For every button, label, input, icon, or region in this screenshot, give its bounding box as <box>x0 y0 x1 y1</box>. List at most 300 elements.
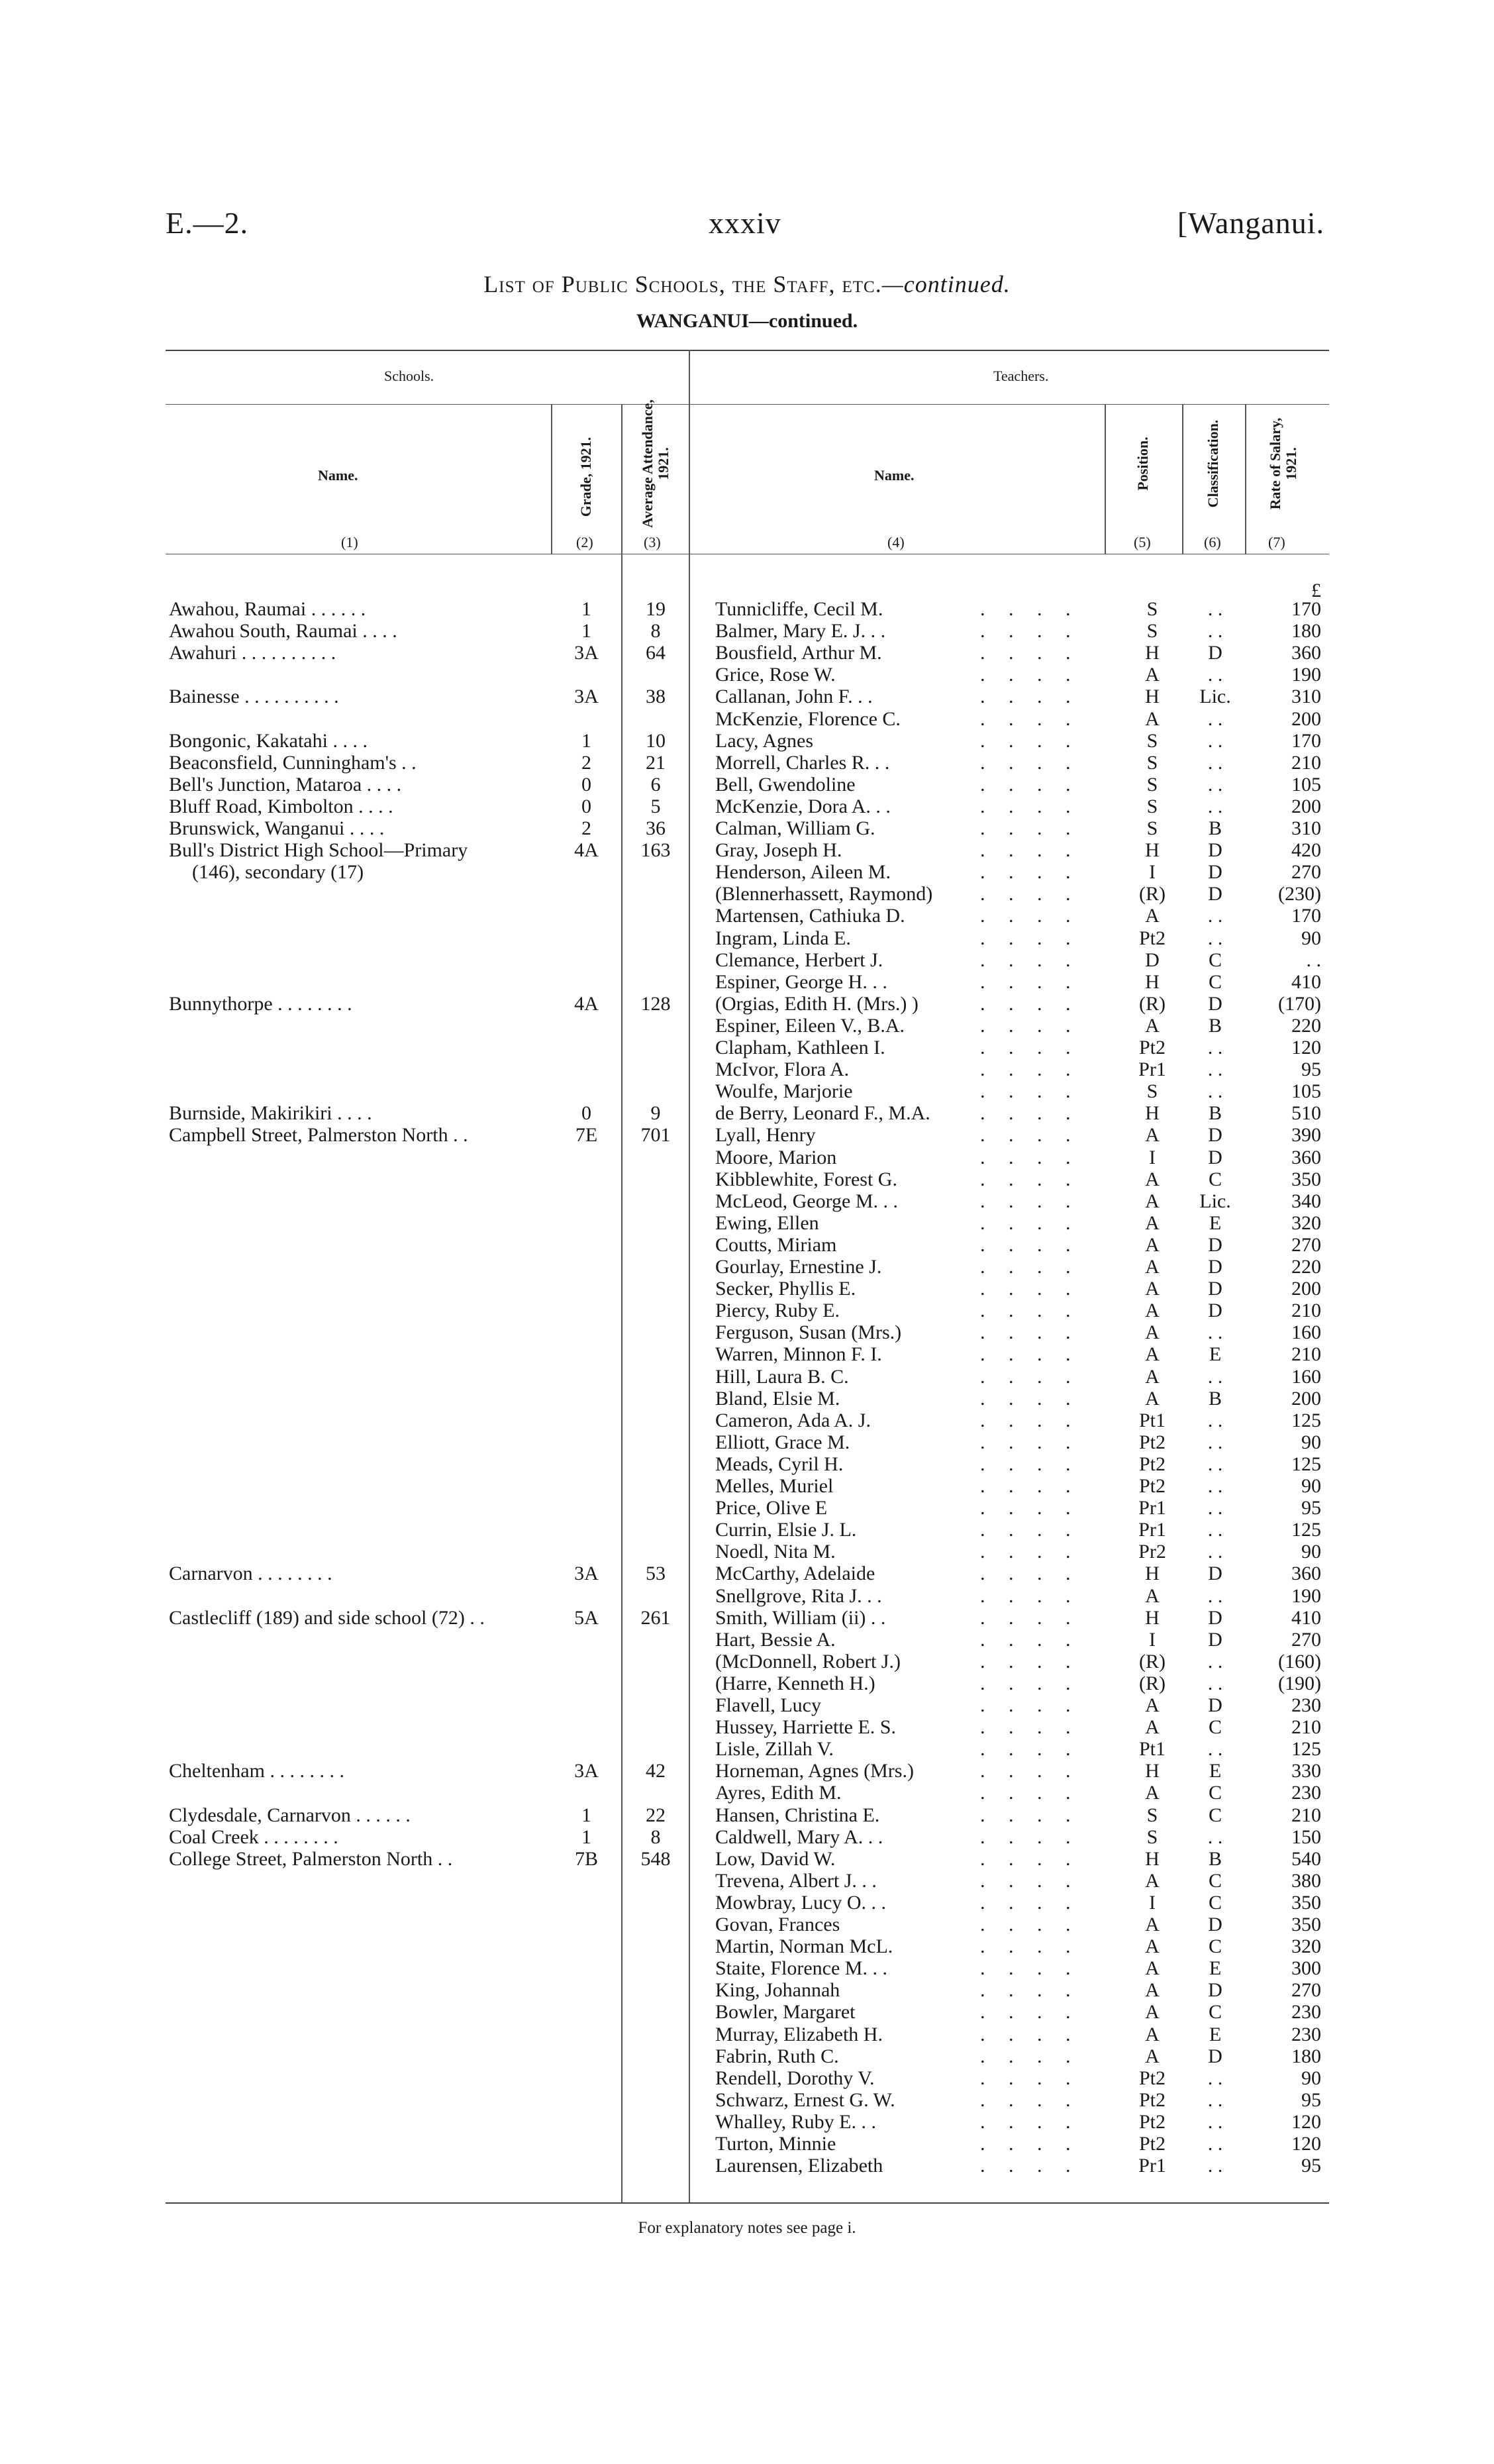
school-grade: 1 <box>581 620 591 642</box>
teacher-name: Morrell, Charles R. . . <box>715 752 890 774</box>
teacher-classification: C <box>1208 1716 1222 1738</box>
teacher-classification: . . <box>1207 1672 1223 1694</box>
teacher-classification: D <box>1208 642 1222 664</box>
col-classification: Classification. <box>1205 419 1221 508</box>
teacher-position: S <box>1146 752 1158 774</box>
teacher-name: Melles, Muriel <box>715 1475 834 1497</box>
col-teacher-name: Name. <box>874 467 915 484</box>
leader-dots: . . . . <box>980 730 1080 752</box>
leader-dots: . . . . <box>980 1892 1080 1914</box>
teacher-classification: . . <box>1207 1366 1223 1388</box>
teacher-position: A <box>1145 1914 1160 1935</box>
leader-dots: . . . . <box>980 1651 1080 1672</box>
teacher-classification: . . <box>1207 1431 1223 1453</box>
teacher-name: Ewing, Ellen <box>715 1212 819 1234</box>
teacher-classification: . . <box>1207 1058 1223 1080</box>
school-name: Bull's District High School—Primary <box>169 839 468 861</box>
teacher-classification: D <box>1208 1147 1222 1168</box>
teacher-position: A <box>1145 1343 1160 1365</box>
teacher-position: S <box>1146 1826 1158 1848</box>
leader-dots: . . . . <box>980 905 1080 927</box>
teacher-position: Pr1 <box>1138 1058 1166 1080</box>
teacher-salary: 310 <box>1291 817 1321 839</box>
teacher-position: A <box>1145 1015 1160 1037</box>
teacher-salary: 160 <box>1291 1366 1321 1388</box>
colnum-4: (4) <box>887 534 905 550</box>
currency-symbol: £ <box>1311 580 1321 601</box>
teacher-name: de Berry, Leonard F., M.A. <box>715 1102 930 1124</box>
teacher-name: Ferguson, Susan (Mrs.) <box>715 1321 902 1343</box>
teacher-position: A <box>1145 1979 1160 2001</box>
col-salary: Rate of Salary, 1921. <box>1267 417 1299 510</box>
teacher-position: Pt2 <box>1138 2089 1166 2111</box>
teacher-salary: 200 <box>1291 1388 1321 1410</box>
teacher-salary: 350 <box>1291 1168 1321 1190</box>
school-grade: 2 <box>581 817 591 839</box>
school-attendance: 261 <box>640 1607 671 1629</box>
teacher-salary: 95 <box>1301 1058 1321 1080</box>
school-attendance: 38 <box>646 686 666 707</box>
school-grade: 3A <box>574 1563 599 1584</box>
school-attendance: 36 <box>646 817 666 839</box>
teacher-position: I <box>1149 1629 1156 1651</box>
teacher-salary: 105 <box>1291 774 1321 796</box>
leader-dots: . . . . <box>980 642 1080 664</box>
school-name: Bluff Road, Kimbolton . . . . <box>169 796 393 817</box>
leader-dots: . . . . <box>980 1716 1080 1738</box>
col-divider-5 <box>1182 404 1183 554</box>
teacher-classification: . . <box>1207 1738 1223 1760</box>
teacher-name: Clapham, Kathleen I. <box>715 1037 885 1058</box>
teacher-name: Meads, Cyril H. <box>715 1453 844 1475</box>
leader-dots: . . . . <box>980 1585 1080 1607</box>
teacher-position: S <box>1146 1080 1158 1102</box>
district-subtitle: WANGANUI—continued. <box>636 310 858 332</box>
teacher-classification: D <box>1208 993 1222 1015</box>
teacher-classification: . . <box>1207 1037 1223 1058</box>
teacher-name: King, Johannah <box>715 1979 840 2001</box>
teacher-salary: 220 <box>1291 1256 1321 1278</box>
teacher-classification: D <box>1208 2045 1222 2067</box>
school-grade: 1 <box>581 598 591 620</box>
leader-dots: . . . . <box>980 2133 1080 2155</box>
teacher-position: A <box>1145 905 1160 927</box>
teacher-name: Fabrin, Ruth C. <box>715 2045 839 2067</box>
leader-dots: . . . . <box>980 2024 1080 2045</box>
teacher-classification: D <box>1208 1607 1222 1629</box>
teacher-name: McKenzie, Dora A. . . <box>715 796 891 817</box>
leader-dots: . . . . <box>980 1760 1080 1782</box>
teacher-position: H <box>1145 642 1160 664</box>
teacher-classification: C <box>1208 1870 1222 1892</box>
teacher-position: Pt2 <box>1138 2111 1166 2133</box>
teacher-classification: . . <box>1207 1080 1223 1102</box>
teacher-position: A <box>1145 2024 1160 2045</box>
teacher-classification: C <box>1208 949 1222 971</box>
teacher-classification: D <box>1208 1694 1222 1716</box>
teacher-salary: (170) <box>1278 993 1321 1015</box>
teacher-salary: 125 <box>1291 1519 1321 1541</box>
teacher-classification: D <box>1208 1629 1222 1651</box>
school-name: (146), secondary (17) <box>192 861 364 883</box>
teacher-classification: Lic. <box>1199 686 1231 707</box>
teacher-name: Moore, Marion <box>715 1147 837 1168</box>
teacher-position: (R) <box>1139 993 1166 1015</box>
teacher-name: Martensen, Cathiuka D. <box>715 905 905 927</box>
teacher-salary: 410 <box>1291 971 1321 993</box>
teacher-classification: C <box>1208 1892 1222 1914</box>
leader-dots: . . . . <box>980 1782 1080 1804</box>
col-divider-6 <box>1245 404 1246 554</box>
teacher-name: Flavell, Lucy <box>715 1694 821 1716</box>
teacher-position: S <box>1146 730 1158 752</box>
teacher-name: Ingram, Linda E. <box>715 927 851 949</box>
teacher-name: Low, David W. <box>715 1848 836 1870</box>
teacher-classification: . . <box>1207 1519 1223 1541</box>
school-name: Awahuri . . . . . . . . . . <box>169 642 336 664</box>
teacher-salary: 160 <box>1291 1321 1321 1343</box>
teacher-salary: 105 <box>1291 1080 1321 1102</box>
leader-dots: . . . . <box>980 993 1080 1015</box>
teacher-salary: 230 <box>1291 2001 1321 2023</box>
footnote: For explanatory notes see page i. <box>638 2219 856 2237</box>
leader-dots: . . . . <box>980 1848 1080 1870</box>
teacher-classification: . . <box>1207 1497 1223 1519</box>
school-grade: 3A <box>574 642 599 664</box>
group-header-rule <box>166 404 1329 405</box>
teacher-classification: . . <box>1207 1475 1223 1497</box>
school-attendance: 5 <box>650 796 661 817</box>
teacher-salary: . . <box>1306 949 1321 971</box>
teacher-name: Laurensen, Elizabeth <box>715 2155 883 2177</box>
teacher-name: Elliott, Grace M. <box>715 1431 850 1453</box>
leader-dots: . . . . <box>980 1212 1080 1234</box>
teacher-name: Gourlay, Ernestine J. <box>715 1256 882 1278</box>
teacher-salary: 210 <box>1291 1716 1321 1738</box>
teacher-name: Bowler, Margaret <box>715 2001 856 2023</box>
teacher-classification: . . <box>1207 2089 1223 2111</box>
teacher-position: A <box>1145 1190 1160 1212</box>
leader-dots: . . . . <box>980 1957 1080 1979</box>
group-teachers: Teachers. <box>993 368 1049 384</box>
teacher-name: Martin, Norman McL. <box>715 1935 893 1957</box>
school-attendance: 8 <box>650 1826 661 1848</box>
teacher-salary: 510 <box>1291 1102 1321 1124</box>
teacher-salary: 340 <box>1291 1190 1321 1212</box>
school-name: Carnarvon . . . . . . . . <box>169 1563 332 1584</box>
leader-dots: . . . . <box>980 1015 1080 1037</box>
teacher-classification: D <box>1208 1124 1222 1146</box>
teacher-classification: . . <box>1207 905 1223 927</box>
teacher-position: A <box>1145 1782 1160 1804</box>
teacher-name: McKenzie, Florence C. <box>715 708 901 730</box>
teacher-classification: B <box>1208 1848 1222 1870</box>
teacher-name: Lacy, Agnes <box>715 730 814 752</box>
teacher-position: Pr1 <box>1138 1497 1166 1519</box>
leader-dots: . . . . <box>980 1914 1080 1935</box>
teacher-position: A <box>1145 664 1160 686</box>
teacher-name: Espiner, Eileen V., B.A. <box>715 1015 905 1037</box>
teacher-salary: 360 <box>1291 642 1321 664</box>
teacher-name: Secker, Phyllis E. <box>715 1278 856 1300</box>
teacher-salary: 540 <box>1291 1848 1321 1870</box>
teacher-position: A <box>1145 1256 1160 1278</box>
colnum-2: (2) <box>576 534 593 550</box>
page-title <box>0 270 1494 298</box>
teacher-salary: 120 <box>1291 2133 1321 2155</box>
school-grade: 3A <box>574 686 599 707</box>
leader-dots: . . . . <box>980 1475 1080 1497</box>
col-attendance: Average Attendance, 1921. <box>639 399 672 528</box>
teacher-salary: 150 <box>1291 1826 1321 1848</box>
leader-dots: . . . . <box>980 1935 1080 1957</box>
teacher-classification: C <box>1208 1935 1222 1957</box>
teacher-classification: . . <box>1207 1541 1223 1563</box>
teacher-position: (R) <box>1139 883 1166 905</box>
col-position: Position. <box>1134 436 1151 491</box>
school-name: Bongonic, Kakatahi . . . . <box>169 730 368 752</box>
teacher-salary: 300 <box>1291 1957 1321 1979</box>
leader-dots: . . . . <box>980 2001 1080 2023</box>
teacher-classification: B <box>1208 1102 1222 1124</box>
school-name: Clydesdale, Carnarvon . . . . . . <box>169 1804 411 1826</box>
teacher-name: Lisle, Zillah V. <box>715 1738 834 1760</box>
teacher-position: D <box>1145 949 1160 971</box>
teacher-name: Noedl, Nita M. <box>715 1541 836 1563</box>
teacher-position: A <box>1145 1870 1160 1892</box>
teacher-position: A <box>1145 1234 1160 1256</box>
teacher-classification: B <box>1208 1388 1222 1410</box>
teacher-classification: D <box>1208 883 1222 905</box>
school-attendance: 548 <box>640 1848 671 1870</box>
teacher-classification: . . <box>1207 730 1223 752</box>
teacher-position: Pt2 <box>1138 927 1166 949</box>
teacher-salary: 230 <box>1291 1694 1321 1716</box>
teacher-salary: 180 <box>1291 620 1321 642</box>
teacher-salary: 90 <box>1301 927 1321 949</box>
school-grade: 1 <box>581 1826 591 1848</box>
leader-dots: . . . . <box>980 1607 1080 1629</box>
colnum-5: (5) <box>1134 534 1151 550</box>
teacher-name: Smith, William (ii) . . <box>715 1607 886 1629</box>
teacher-salary: 270 <box>1291 861 1321 883</box>
leader-dots: . . . . <box>980 949 1080 971</box>
teacher-name: Snellgrove, Rita J. . . <box>715 1585 882 1607</box>
teacher-name: Price, Olive E <box>715 1497 828 1519</box>
teacher-position: A <box>1145 1935 1160 1957</box>
leader-dots: . . . . <box>980 1629 1080 1651</box>
teacher-salary: 270 <box>1291 1629 1321 1651</box>
teacher-salary: 360 <box>1291 1147 1321 1168</box>
teacher-salary: 390 <box>1291 1124 1321 1146</box>
leader-dots: . . . . <box>980 1037 1080 1058</box>
teacher-position: S <box>1146 796 1158 817</box>
school-attendance: 9 <box>650 1102 661 1124</box>
teacher-salary: 230 <box>1291 1782 1321 1804</box>
teacher-salary: 420 <box>1291 839 1321 861</box>
teacher-position: Pt2 <box>1138 2067 1166 2089</box>
leader-dots: . . . . <box>980 1694 1080 1716</box>
teacher-salary: 95 <box>1301 2089 1321 2111</box>
leader-dots: . . . . <box>980 817 1080 839</box>
teacher-position: I <box>1149 861 1156 883</box>
school-attendance: 6 <box>650 774 661 796</box>
school-name: Burnside, Makirikiri . . . . <box>169 1102 372 1124</box>
teacher-salary: (190) <box>1278 1672 1321 1694</box>
teacher-position: A <box>1145 1278 1160 1300</box>
leader-dots: . . . . <box>980 1147 1080 1168</box>
teacher-name: Bell, Gwendoline <box>715 774 856 796</box>
teacher-salary: 120 <box>1291 1037 1321 1058</box>
school-attendance: 128 <box>640 993 671 1015</box>
teacher-position: Pt2 <box>1138 1475 1166 1497</box>
title-continued: —continued. <box>881 271 1011 297</box>
teacher-name: Govan, Frances <box>715 1914 840 1935</box>
teacher-name: Rendell, Dorothy V. <box>715 2067 875 2089</box>
teacher-salary: 190 <box>1291 1585 1321 1607</box>
teacher-name: (Blennerhassett, Raymond) <box>715 883 933 905</box>
leader-dots: . . . . <box>980 1256 1080 1278</box>
school-grade: 1 <box>581 1804 591 1826</box>
teacher-salary: (160) <box>1278 1651 1321 1672</box>
teacher-position: H <box>1145 1563 1160 1584</box>
teacher-position: (R) <box>1139 1651 1166 1672</box>
teacher-name: Caldwell, Mary A. . . <box>715 1826 883 1848</box>
teacher-classification: E <box>1209 1343 1222 1365</box>
colnum-3: (3) <box>644 534 661 550</box>
leader-dots: . . . . <box>980 1366 1080 1388</box>
teacher-classification: . . <box>1207 1585 1223 1607</box>
teacher-position: H <box>1145 1848 1160 1870</box>
group-schools: Schools. <box>384 368 434 384</box>
teacher-salary: 200 <box>1291 1278 1321 1300</box>
leader-dots: . . . . <box>980 1826 1080 1848</box>
leader-dots: . . . . <box>980 1300 1080 1321</box>
teacher-name: Schwarz, Ernest G. W. <box>715 2089 895 2111</box>
school-name: Coal Creek . . . . . . . . <box>169 1826 338 1848</box>
teacher-position: S <box>1146 817 1158 839</box>
teacher-position: I <box>1149 1892 1156 1914</box>
col-grade: Grade, 1921. <box>577 436 594 517</box>
teacher-salary: 230 <box>1291 2024 1321 2045</box>
leader-dots: . . . . <box>980 1410 1080 1431</box>
leader-dots: . . . . <box>980 861 1080 883</box>
school-name: Campbell Street, Palmerston North . . <box>169 1124 468 1146</box>
table-top-rule <box>166 350 1329 351</box>
teacher-position: Pt2 <box>1138 1453 1166 1475</box>
teacher-classification: . . <box>1207 796 1223 817</box>
teacher-classification: D <box>1208 839 1222 861</box>
teacher-name: (Orgias, Edith H. (Mrs.) ) <box>715 993 919 1015</box>
leader-dots: . . . . <box>980 1234 1080 1256</box>
teacher-salary: 90 <box>1301 1475 1321 1497</box>
teacher-position: A <box>1145 2001 1160 2023</box>
teacher-salary: 350 <box>1291 1892 1321 1914</box>
teacher-name: Coutts, Miriam <box>715 1234 837 1256</box>
teacher-classification: D <box>1208 1256 1222 1278</box>
school-grade: 4A <box>574 839 599 861</box>
teacher-name: Mowbray, Lucy O. . . <box>715 1892 887 1914</box>
school-name: Awahou, Raumai . . . . . . <box>169 598 366 620</box>
teacher-name: Ayres, Edith M. <box>715 1782 842 1804</box>
leader-dots: . . . . <box>980 774 1080 796</box>
school-attendance: 163 <box>640 839 671 861</box>
col-divider-2 <box>621 404 622 2202</box>
teacher-name: Staite, Florence M. . . <box>715 1957 887 1979</box>
teacher-salary: (230) <box>1278 883 1321 905</box>
colnum-6: (6) <box>1204 534 1221 550</box>
teacher-position: Pt2 <box>1138 1037 1166 1058</box>
teacher-salary: 125 <box>1291 1410 1321 1431</box>
leader-dots: . . . . <box>980 1497 1080 1519</box>
school-attendance: 53 <box>646 1563 666 1584</box>
school-name: Bainesse . . . . . . . . . . <box>169 686 339 707</box>
teacher-position: S <box>1146 620 1158 642</box>
leader-dots: . . . . <box>980 686 1080 707</box>
teacher-position: Pr2 <box>1138 1541 1166 1563</box>
teacher-name: Clemance, Herbert J. <box>715 949 883 971</box>
col-divider-4 <box>1105 404 1106 554</box>
teacher-name: Tunnicliffe, Cecil M. <box>715 598 883 620</box>
teacher-classification: . . <box>1207 664 1223 686</box>
teacher-salary: 90 <box>1301 1541 1321 1563</box>
teacher-name: Murray, Elizabeth H. <box>715 2024 883 2045</box>
school-name: Bell's Junction, Mataroa . . . . <box>169 774 402 796</box>
teacher-name: Hart, Bessie A. <box>715 1629 836 1651</box>
teacher-classification: C <box>1208 2001 1222 2023</box>
teacher-name: Callanan, John F. . . <box>715 686 873 707</box>
teacher-classification: D <box>1208 1563 1222 1584</box>
teacher-classification: . . <box>1207 2155 1223 2177</box>
teacher-classification: E <box>1209 1760 1222 1782</box>
school-attendance: 19 <box>646 598 666 620</box>
teacher-name: Whalley, Ruby E. . . <box>715 2111 877 2133</box>
teacher-position: H <box>1145 839 1160 861</box>
teacher-name: Lyall, Henry <box>715 1124 816 1146</box>
teacher-name: McLeod, George M. . . <box>715 1190 899 1212</box>
district-header: [Wanganui. <box>1177 206 1324 240</box>
school-name: Awahou South, Raumai . . . . <box>169 620 397 642</box>
teacher-classification: C <box>1208 1782 1222 1804</box>
teacher-classification: Lic. <box>1199 1190 1231 1212</box>
leader-dots: . . . . <box>980 1190 1080 1212</box>
teacher-name: Hill, Laura B. C. <box>715 1366 849 1388</box>
teacher-classification: . . <box>1207 598 1223 620</box>
teacher-salary: 120 <box>1291 2111 1321 2133</box>
leader-dots: . . . . <box>980 1058 1080 1080</box>
leader-dots: . . . . <box>980 2067 1080 2089</box>
school-grade: 5A <box>574 1607 599 1629</box>
teacher-salary: 170 <box>1291 730 1321 752</box>
teacher-name: Hussey, Harriette E. S. <box>715 1716 896 1738</box>
teacher-classification: . . <box>1207 774 1223 796</box>
teacher-classification: . . <box>1207 1453 1223 1475</box>
teacher-classification: . . <box>1207 2067 1223 2089</box>
school-name: Brunswick, Wanganui . . . . <box>169 817 385 839</box>
school-name: Cheltenham . . . . . . . . <box>169 1760 344 1782</box>
leader-dots: . . . . <box>980 839 1080 861</box>
teacher-salary: 190 <box>1291 664 1321 686</box>
teacher-salary: 210 <box>1291 1343 1321 1365</box>
leader-dots: . . . . <box>980 1102 1080 1124</box>
leader-dots: . . . . <box>980 664 1080 686</box>
teacher-classification: . . <box>1207 620 1223 642</box>
table-bottom-rule <box>166 2202 1329 2204</box>
school-attendance: 42 <box>646 1760 666 1782</box>
teacher-name: Balmer, Mary E. J. . . <box>715 620 886 642</box>
teacher-name: Trevena, Albert J. . . <box>715 1870 877 1892</box>
teacher-classification: C <box>1208 1804 1222 1826</box>
